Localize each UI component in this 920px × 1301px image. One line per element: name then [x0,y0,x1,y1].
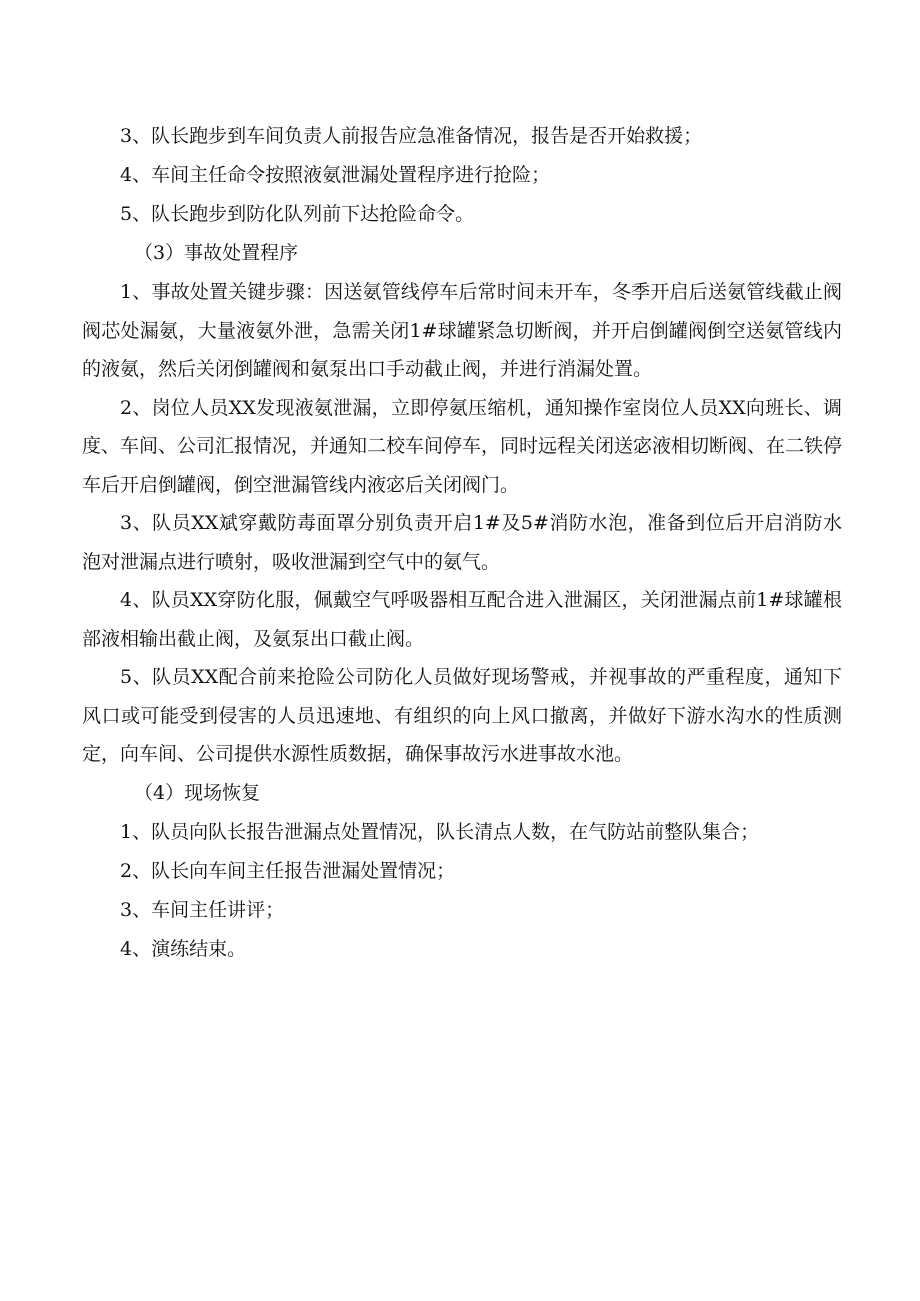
paragraph-key-steps: 1、事故处置关键步骤：因送氨管线停车后常时间未开车，冬季开启后送氨管线截止阀阀芯处漏氨，大量液氨外泄，急需关闭1#球罐紧急切断阀，并开启倒罐阀倒空送氨管线内的液氨，然后关闭倒罐阀和氨泵出口手动截止阀，并进行消漏处置。 [82,281,842,380]
section-heading-site-recovery: （4）现场恢复 [134,781,261,804]
list-item: 1、队员向队长报告泄漏点处置情况，队长清点人数，在气防站前整队集合； [120,820,760,843]
paragraph-fire-monitor: 3、队员XX斌穿戴防毒面罩分别负责开启1#及5#消防水泡，准备到位后开启消防水泡对泄漏点进行喷射，吸收泄漏到空气中的氨气。 [82,512,842,573]
paragraph-post-staff: 2、岗位人员XX发现液氨泄漏，立即停氨压缩机，通知操作室岗位人员XX向班长、调度、车间、公司汇报情况，并通知二校车间停车，同时远程关闭送宓液相切断阀、在二铁停车后开启倒罐阀，倒空泄漏管线内液宓后关闭阀门。 [82,396,843,496]
list-item: 5、队长跑步到防化队列前下达抢险命令。 [120,203,475,225]
paragraph-hazmat-entry: 4、队员XX穿防化服，佩戴空气呼吸器相互配合进入泄漏区，关闭泄漏点前1#球罐根部液相输出截止阀，及氨泵出口截止阀。 [82,589,842,650]
list-item: 3、队长跑步到车间负责人前报告应急准备情况，报告是否开始救援； [120,125,703,147]
list-item: 2、队长向车间主任报告泄漏处置情况； [120,859,456,882]
section-heading-accident-procedure: （3）事故处置程序 [134,242,299,264]
list-item: 4、车间主任命令按照液氨泄漏处置程序进行抢险； [120,164,551,186]
list-item: 4、演练结束。 [120,937,247,960]
paragraph-cordon-evacuation: 5、队员XX配合前来抢险公司防化人员做好现场警戒，并视事故的严重程度，通知下风口或可能受到侵害的人员迅速地、有组织的向上风口撤离，并做好下游水沟水的性质测定，向车间、公司提供水源性质数据，确保事故污水进事故水池。 [82,666,842,765]
document-body [82,117,842,969]
list-item: 3、车间主任讲评； [120,898,285,921]
